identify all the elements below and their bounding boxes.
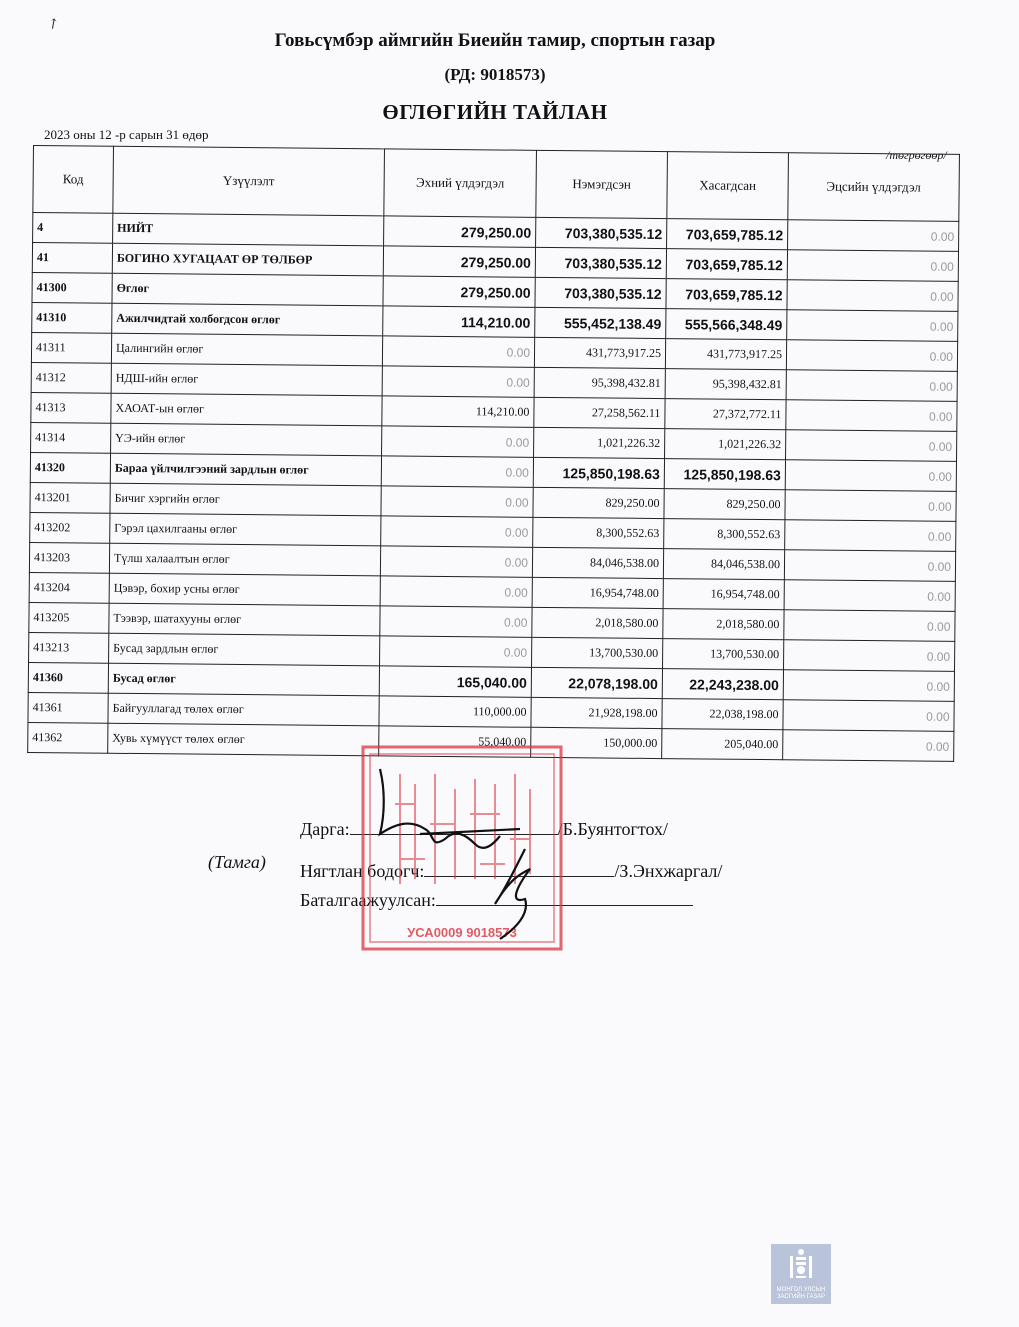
row-added: 703,380,535.12 [535, 247, 666, 278]
row-closing-balance: 0.00 [785, 490, 956, 522]
row-code: 413201 [30, 482, 110, 513]
row-indicator: ХАОАТ-ын өглөг [111, 393, 382, 426]
row-added: 125,850,198.63 [533, 457, 664, 488]
row-opening-balance: 0.00 [380, 576, 532, 607]
row-code: 41320 [30, 452, 110, 483]
organization-name: Говьсүмбэр аймгийн Биеийн тамир, спортын газар [274, 30, 716, 51]
row-deducted: 1,021,226.32 [665, 429, 786, 460]
row-code: 41314 [31, 422, 111, 453]
row-indicator: НИЙТ [113, 213, 384, 246]
row-opening-balance: 55,040.00 [379, 726, 531, 757]
row-added: 8,300,552.63 [533, 517, 664, 548]
row-opening-balance: 0.00 [380, 636, 532, 667]
currency-unit: /төгрөгөөр/ [886, 148, 947, 162]
row-code: 41312 [31, 362, 111, 393]
row-closing-balance: 0.00 [783, 730, 954, 762]
row-code: 413202 [30, 512, 110, 543]
row-indicator: БОГИНО ХУГАЦААТ ӨР ТӨЛБӨР [112, 243, 383, 276]
accountant-label: Нягтлан бодогч: [300, 861, 425, 881]
row-code: 41361 [28, 692, 108, 723]
row-added: 13,700,530.00 [532, 637, 663, 668]
column-header-code: Код [33, 146, 114, 214]
badge-line-1: МОНГОЛ УЛСЫН [776, 1287, 826, 1293]
verified-label: Баталгаажуулсан: [300, 890, 436, 910]
row-closing-balance: 0.00 [784, 580, 955, 612]
row-added: 84,046,538.00 [532, 547, 663, 578]
row-added: 150,000.00 [531, 727, 662, 758]
row-deducted: 2,018,580.00 [663, 609, 784, 640]
registration-number: (РД: 9018573) [444, 65, 546, 84]
row-closing-balance: 0.00 [786, 340, 957, 372]
row-closing-balance: 0.00 [787, 280, 958, 312]
row-closing-balance: 0.00 [788, 220, 959, 252]
official-stamp [360, 744, 564, 952]
row-code: 41313 [31, 392, 111, 423]
row-opening-balance: 279,250.00 [383, 246, 535, 277]
report-title: ӨГЛӨГИЙН ТАЙЛАН [382, 100, 608, 124]
row-indicator: Хувь хүмүүст төлөх өглөг [108, 723, 379, 756]
government-logo-badge [771, 1244, 831, 1304]
row-indicator: Бусад өглөг [108, 663, 379, 696]
row-closing-balance: 0.00 [783, 670, 954, 702]
row-indicator: Бараа үйлчилгээний зардлын өглөг [110, 453, 381, 486]
chief-name: /Б.Буянтогтох/ [557, 819, 669, 839]
badge-line-2: ЗАСГИЙН ГАЗАР [776, 1294, 826, 1300]
row-opening-balance: 0.00 [382, 336, 534, 367]
row-opening-balance: 279,250.00 [384, 216, 536, 247]
row-closing-balance: 0.00 [785, 520, 956, 552]
row-added: 16,954,748.00 [532, 577, 663, 608]
row-code: 413203 [29, 542, 109, 573]
row-closing-balance: 0.00 [786, 370, 957, 402]
row-deducted: 13,700,530.00 [663, 639, 784, 670]
row-deducted: 16,954,748.00 [663, 579, 784, 610]
row-deducted: 829,250.00 [664, 489, 785, 520]
row-deducted: 431,773,917.25 [665, 339, 786, 370]
payables-table [27, 145, 960, 762]
column-header-added: Нэмэгдсэн [536, 150, 668, 218]
row-opening-balance: 0.00 [381, 486, 533, 517]
row-closing-balance: 0.00 [787, 310, 958, 342]
accountant-name: /З.Энхжаргал/ [614, 861, 723, 881]
column-header-deducted: Хасагдсан [667, 152, 789, 220]
row-indicator: Тээвэр, шатахууны өглөг [109, 603, 380, 636]
row-closing-balance: 0.00 [783, 700, 954, 732]
row-code: 41310 [32, 302, 112, 333]
row-deducted: 703,659,785.12 [667, 219, 788, 250]
row-indicator: Байгууллагад төлөх өглөг [108, 693, 379, 726]
row-added: 829,250.00 [533, 487, 664, 518]
row-added: 95,398,432.81 [534, 367, 665, 398]
row-code: 41362 [28, 722, 108, 753]
row-opening-balance: 0.00 [381, 456, 533, 487]
row-added: 431,773,917.25 [534, 337, 665, 368]
row-code: 413213 [29, 632, 109, 663]
row-indicator: Бусад зардлын өглөг [109, 633, 380, 666]
row-added: 1,021,226.32 [534, 427, 665, 458]
row-code: 41 [32, 243, 112, 274]
row-opening-balance: 0.00 [382, 366, 534, 397]
chief-label: Дарга: [300, 819, 350, 839]
row-deducted: 95,398,432.81 [665, 369, 786, 400]
row-code: 41311 [31, 332, 111, 363]
row-indicator: Түлш халаалтын өглөг [109, 543, 380, 576]
row-opening-balance: 114,210.00 [383, 306, 535, 337]
row-indicator: Цалингийн өглөг [111, 333, 382, 366]
row-deducted: 8,300,552.63 [664, 519, 785, 550]
row-closing-balance: 0.00 [785, 460, 956, 492]
row-deducted: 22,243,238.00 [662, 669, 783, 700]
row-added: 703,380,535.12 [535, 277, 666, 308]
row-deducted: 555,566,348.49 [666, 309, 787, 340]
row-code: 4 [33, 213, 113, 244]
row-deducted: 84,046,538.00 [663, 549, 784, 580]
row-opening-balance: 0.00 [380, 606, 532, 637]
row-added: 21,928,198.00 [531, 697, 662, 728]
row-closing-balance: 0.00 [786, 400, 957, 432]
row-opening-balance: 165,040.00 [379, 666, 531, 697]
row-deducted: 27,372,772.11 [665, 399, 786, 430]
row-opening-balance: 0.00 [380, 546, 532, 577]
row-added: 703,380,535.12 [536, 217, 667, 248]
table-header-row [33, 146, 960, 222]
row-deducted: 125,850,198.63 [664, 459, 785, 490]
row-indicator: НДШ-ийн өглөг [111, 363, 382, 396]
row-opening-balance: 114,210.00 [382, 396, 534, 427]
report-date: 2023 оны 12 -р сарын 31 өдөр [44, 127, 209, 142]
row-added: 2,018,580.00 [532, 607, 663, 638]
row-deducted: 703,659,785.12 [666, 279, 787, 310]
row-opening-balance: 0.00 [381, 516, 533, 547]
row-indicator: Өглөг [112, 273, 383, 306]
row-opening-balance: 110,000.00 [379, 696, 531, 727]
soyombo-icon [771, 1244, 831, 1284]
seal-label: (Тамга) [208, 852, 266, 872]
stamp-text: УСА0009 9018573 [407, 925, 517, 940]
row-opening-balance: 0.00 [382, 426, 534, 457]
row-closing-balance: 0.00 [783, 640, 954, 672]
row-code: 413205 [29, 602, 109, 633]
row-closing-balance: 0.00 [784, 610, 955, 642]
row-added: 555,452,138.49 [535, 307, 666, 338]
row-added: 22,078,198.00 [531, 667, 662, 698]
row-indicator: Ажилчидтай холбогдсон өглөг [112, 303, 383, 336]
row-code: 41360 [28, 662, 108, 693]
column-header-indicator: Үзүүлэлт [113, 146, 385, 216]
scan-mark: ↗ [44, 14, 63, 35]
row-indicator: Гэрэл цахилгааны өглөг [110, 513, 381, 546]
row-indicator: ҮЭ-ийн өглөг [111, 423, 382, 456]
row-deducted: 205,040.00 [662, 729, 783, 760]
row-closing-balance: 0.00 [787, 250, 958, 282]
row-indicator: Бичиг хэргийн өглөг [110, 483, 381, 516]
column-header-closing: Эцсийн үлдэгдэл [788, 153, 960, 222]
row-added: 27,258,562.11 [534, 397, 665, 428]
row-closing-balance: 0.00 [786, 430, 957, 462]
row-code: 41300 [32, 272, 112, 303]
row-code: 413204 [29, 572, 109, 603]
row-deducted: 703,659,785.12 [666, 249, 787, 280]
row-closing-balance: 0.00 [784, 550, 955, 582]
row-deducted: 22,038,198.00 [662, 699, 783, 730]
row-indicator: Цэвэр, бохир усны өглөг [109, 573, 380, 606]
row-opening-balance: 279,250.00 [383, 276, 535, 307]
column-header-opening: Эхний үлдэгдэл [384, 149, 537, 217]
